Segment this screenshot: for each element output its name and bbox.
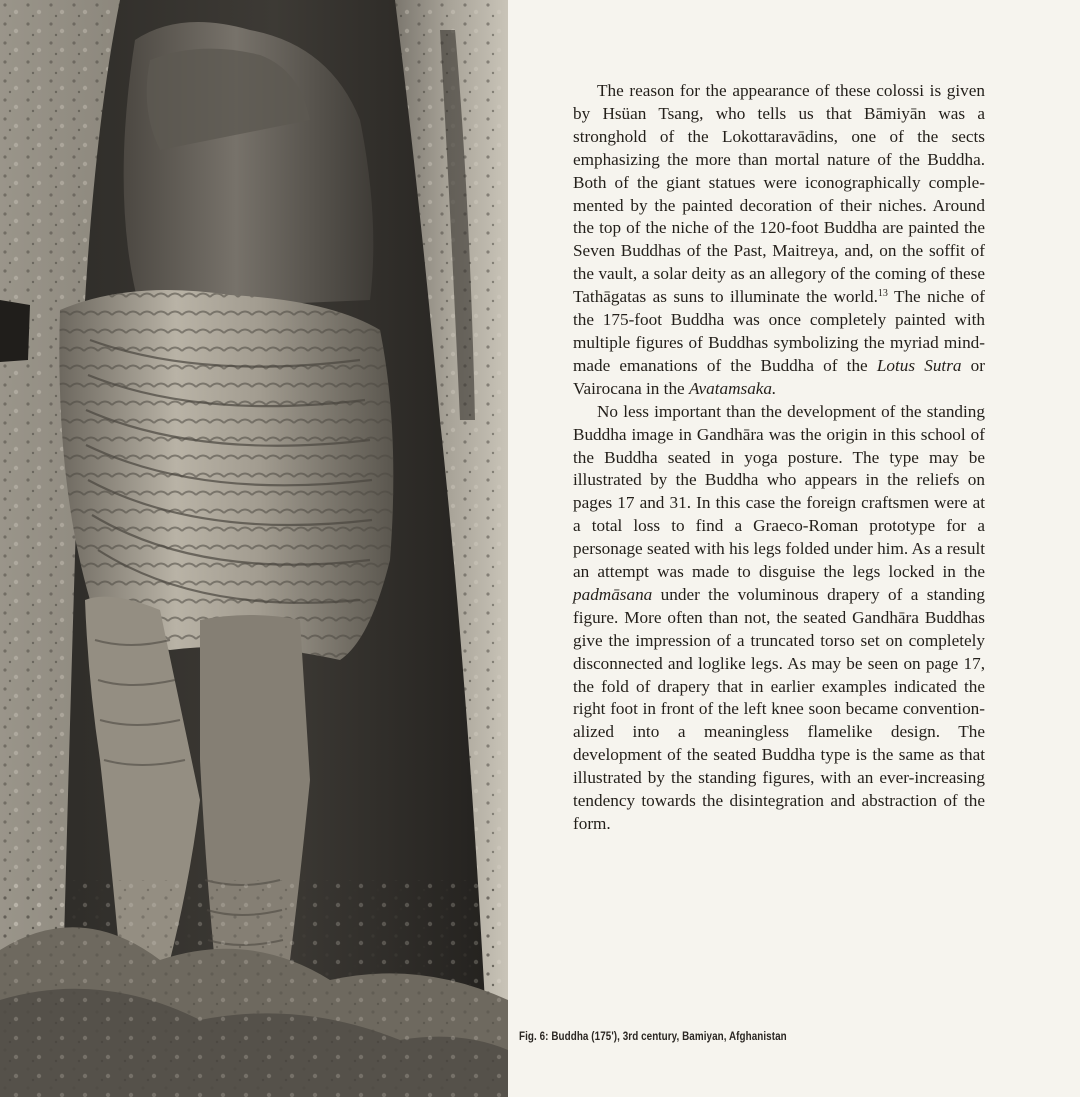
paragraph-1-text-a: The reason for the appearance of these colossi is given by Hsüan Tsang, who tells us that Bāmiyān was a stronghold of the Lokottaravādins, one of the sects emphasizing the more than mortal nature of the Buddha. Both of the giant statues were iconographically complemented by the painted decoration of their niches. Around the top of the niche of the 120-foot Buddha are painted the Seven Buddhas of the Past, Maitreya, and, on the soffit of the vault, a solar deity as an allegory of the coming of these Tathāgatas as suns to illuminate the world.: [573, 81, 985, 307]
title-lotus-sutra: Lotus Sutra: [876, 355, 962, 375]
paragraph-2-text-b: under the voluminous drapery of a standing figure. More often than not, the seated Gandhāra Buddhas give the impression of a truncated torso set on completely disconnected and loglike legs. As may be seen on page 17, the fold of drapery that in earlier examples indicated the right foot in front of the left knee soon became conventionalized into a meaningless flamelike design. The development of the seated Buddha type is the same as that illustrated by the standing figures, with an ever-increasing tendency towards the disintegration and abstraction of the form.: [573, 584, 985, 833]
paragraph-1: [573, 80, 985, 401]
footnote-marker: 13: [877, 288, 888, 300]
paragraph-2: [573, 401, 985, 836]
buddha-photograph-image: [0, 0, 508, 1097]
title-avatamsaka: Avatamsaka.: [688, 378, 777, 398]
paragraph-1-text-b: The niche of the 175-foot Buddha was once completely painted with multiple figures of Buddhas symbolizing the myriad mind-made emanations of the Buddha of the: [573, 287, 985, 375]
paragraph-2-text-a: No less important than the development of the standing Buddha image in Gandhāra was the origin in this school of the Buddha seated in yoga posture. The type may be illustrated by the Buddha who appears in the reliefs on pages 17 and 31. In this case the foreign craftsmen were at a total loss to find a Graeco-Roman prototype for a personage seated with his legs folded under him. As a result an attempt was made to disguise the legs locked in the: [573, 401, 985, 582]
buddha-photograph: [0, 0, 508, 1097]
term-padmasana: padmāsana: [573, 584, 653, 604]
body-text: [573, 80, 985, 836]
figure-caption: Fig. 6: Buddha (175'), 3rd century, Bamiyan, Afghanistan: [519, 1029, 787, 1043]
paragraph-1-text-c: or Vairocana in the: [573, 355, 985, 398]
